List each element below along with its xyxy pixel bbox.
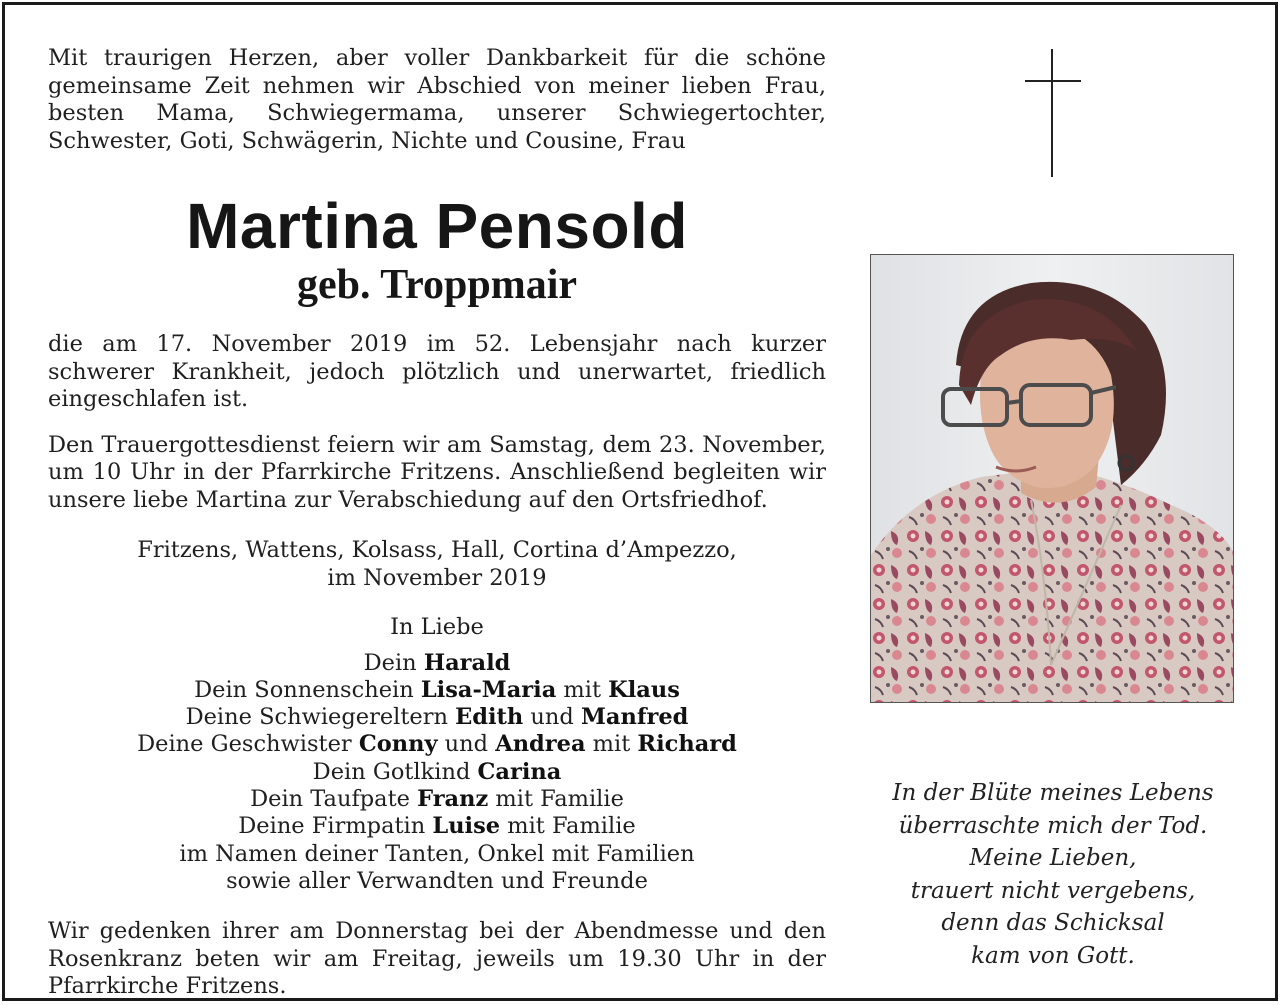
service-notice: Den Trauergottesdienst feiern wir am Samstag, dem 23. November, um 10 Uhr in der Pfarrkirche Fritzens. Anschließend begleiten wir unsere liebe Martina zur Verabschiedung auf den Ortsfriedhof. [48, 431, 826, 513]
family-line: Deine Geschwister Conny und Andrea mit Richard [137, 731, 737, 758]
places-date [48, 537, 826, 592]
family-line: Dein Sonnenschein Lisa-Maria mit Klaus [194, 676, 680, 703]
family-line: Dein Gotlkind Carina [312, 758, 562, 785]
poem-line: In der Blüte meines Lebens [892, 780, 1214, 806]
family-line: Dein Taufpate Franz mit Familie [250, 785, 624, 812]
cross-icon [1025, 49, 1081, 177]
family-line: im Namen deiner Tanten, Onkel mit Familien [179, 840, 695, 867]
portrait-illustration [871, 255, 1234, 703]
poem-line: kam von Gott. [971, 942, 1135, 969]
poem-line: überraschte mich der Tod. [898, 812, 1208, 839]
intro-text: Mit traurigen Herzen, aber voller Dankbarkeit für die schöne gemeinsame Zeit nehmen wir Abschied von meiner lieben Frau, besten Mama, Schwiegermama, unserer Schwiegertochter, Schwester, Goti, Schwägerin, Nichte und Cousine, Frau [48, 45, 826, 154]
poem-line: denn das Schicksal [941, 910, 1165, 936]
text-column [48, 45, 826, 1001]
date-line: im November 2019 [327, 564, 547, 591]
maiden-name: geb. Troppmair [296, 262, 578, 308]
death-notice: die am 17. November 2019 im 52. Lebensjahr nach kurzer schwerer Krankheit, jedoch plötzlich und unerwartet, friedlich eingeschlafen ist. [48, 331, 826, 412]
places-line: Fritzens, Wattens, Kolsass, Hall, Cortina d’Ampezzo, [137, 537, 737, 563]
portrait-photo [870, 254, 1234, 703]
family-line: sowie aller Verwandten und Freunde [226, 867, 648, 894]
in-love-label: In Liebe [390, 614, 484, 640]
poem-line: Meine Lieben, [969, 845, 1137, 871]
poem-line: trauert nicht vergebens, [910, 877, 1196, 904]
memorial-poem [871, 777, 1235, 972]
obituary-card [2, 2, 1278, 1001]
family-list [48, 650, 826, 896]
deceased-name: Martina Pensold [186, 190, 688, 262]
family-line: Deine Firmpatin Luise mit Familie [238, 813, 636, 840]
closing-notice: Wir gedenken ihrer am Donnerstag bei der Abendmesse und den Rosenkranz beten wir am Freitag, jeweils um 19.30 Uhr in der Pfarrkirche Fritzens. [48, 918, 826, 1000]
family-line: Deine Schwiegereltern Edith und Manfred [185, 704, 689, 731]
family-line: Dein Harald [363, 649, 511, 676]
